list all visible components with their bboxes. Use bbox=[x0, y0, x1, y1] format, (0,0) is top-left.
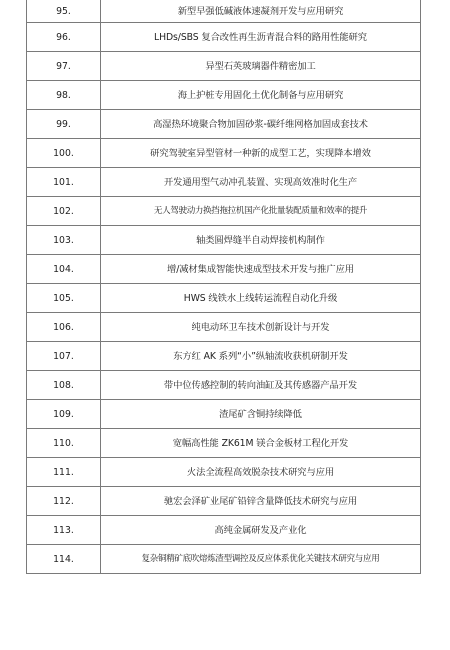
table-row bbox=[27, 400, 421, 429]
table-row bbox=[27, 371, 421, 400]
project-title: 纯电动环卫车技术创新设计与开发 bbox=[101, 313, 421, 342]
project-list-table bbox=[26, 0, 421, 574]
row-number: 102. bbox=[27, 197, 101, 226]
project-title: HWS 线铁水上线转运流程自动化升级 bbox=[101, 284, 421, 313]
row-number: 104. bbox=[27, 255, 101, 284]
row-number: 110. bbox=[27, 429, 101, 458]
table-row bbox=[27, 487, 421, 516]
table-row bbox=[27, 81, 421, 110]
project-title: 开发通用型气动冲孔装置、实现高效准时化生产 bbox=[101, 168, 421, 197]
row-number: 95. bbox=[27, 0, 101, 23]
table-row bbox=[27, 458, 421, 487]
table-row bbox=[27, 168, 421, 197]
row-number: 105. bbox=[27, 284, 101, 313]
project-title: 带中位传感控制的转向油缸及其传感器产品开发 bbox=[101, 371, 421, 400]
project-title: 高湿热环境聚合物加固砂浆-碳纤维网格加固成套技术 bbox=[101, 110, 421, 139]
project-title: 渣尾矿含铜持续降低 bbox=[101, 400, 421, 429]
row-number: 108. bbox=[27, 371, 101, 400]
row-number: 107. bbox=[27, 342, 101, 371]
row-number: 97. bbox=[27, 52, 101, 81]
project-title: 轴类圆焊缝半自动焊接机构制作 bbox=[101, 226, 421, 255]
row-number: 98. bbox=[27, 81, 101, 110]
table-row bbox=[27, 197, 421, 226]
table-row bbox=[27, 226, 421, 255]
table-row bbox=[27, 545, 421, 574]
table-row bbox=[27, 313, 421, 342]
project-title: 海上护桩专用固化土优化制备与应用研究 bbox=[101, 81, 421, 110]
project-title: 增/减材集成智能快速成型技术开发与推广应用 bbox=[101, 255, 421, 284]
row-number: 113. bbox=[27, 516, 101, 545]
project-title: 异型石英玻璃器件精密加工 bbox=[101, 52, 421, 81]
row-number: 101. bbox=[27, 168, 101, 197]
row-number: 114. bbox=[27, 545, 101, 574]
table-row bbox=[27, 52, 421, 81]
table-row bbox=[27, 23, 421, 52]
project-title: 新型早强低碱液体速凝剂开发与应用研究 bbox=[101, 0, 421, 23]
project-title: 研究驾驶室异型管材一种新的成型工艺，实现降本增效 bbox=[101, 139, 421, 168]
table-row bbox=[27, 110, 421, 139]
table-row bbox=[27, 516, 421, 545]
project-list-body bbox=[27, 0, 421, 574]
row-number: 96. bbox=[27, 23, 101, 52]
row-number: 109. bbox=[27, 400, 101, 429]
table-row bbox=[27, 342, 421, 371]
table-row bbox=[27, 139, 421, 168]
project-title: 复杂铜精矿底吹熔炼渣型调控及反应体系优化关键技术研究与应用 bbox=[101, 545, 421, 574]
row-number: 99. bbox=[27, 110, 101, 139]
project-title: 东方红 AK 系列“小”纵轴流收获机研制开发 bbox=[101, 342, 421, 371]
project-title: 宽幅高性能 ZK61M 镁合金板材工程化开发 bbox=[101, 429, 421, 458]
project-title: 驰宏会泽矿业尾矿铅锌含量降低技术研究与应用 bbox=[101, 487, 421, 516]
table-row bbox=[27, 255, 421, 284]
table-row bbox=[27, 429, 421, 458]
project-title: 火法全流程高效脱杂技术研究与应用 bbox=[101, 458, 421, 487]
table-row bbox=[27, 0, 421, 23]
project-title: LHDs/SBS 复合改性再生沥青混合料的路用性能研究 bbox=[101, 23, 421, 52]
row-number: 112. bbox=[27, 487, 101, 516]
row-number: 111. bbox=[27, 458, 101, 487]
table-row bbox=[27, 284, 421, 313]
row-number: 100. bbox=[27, 139, 101, 168]
project-title: 高纯金属研发及产业化 bbox=[101, 516, 421, 545]
row-number: 106. bbox=[27, 313, 101, 342]
project-title: 无人驾驶动力换挡拖拉机国产化批量装配质量和效率的提升 bbox=[101, 197, 421, 226]
row-number: 103. bbox=[27, 226, 101, 255]
